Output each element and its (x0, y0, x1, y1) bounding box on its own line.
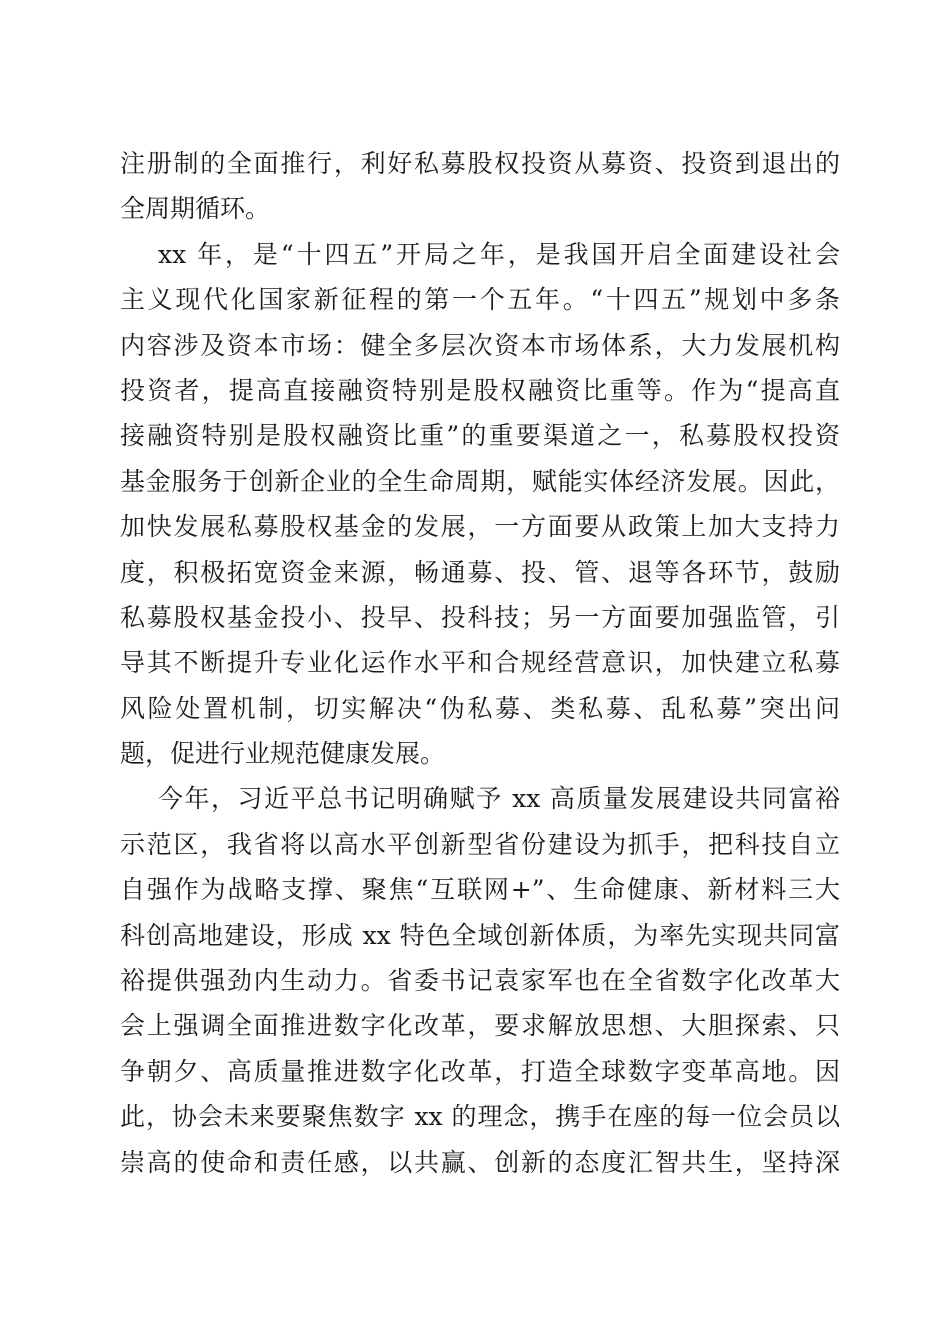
text-line: 争朝夕、高质量推进数字化改革，打造全球数字变革高地。因 (120, 1056, 840, 1086)
text-line: 投资者，提高直接融资特别是股权融资比重等。作为“提高直 (120, 375, 840, 405)
text-line: 风险处置机制，切实解决“伪私募、类私募、乱私募”突出问 (120, 693, 840, 723)
text-line: 私募股权基金投小、投早、投科技；另一方面要加强监管，引 (120, 602, 840, 632)
text-line: 加快发展私募股权基金的发展，一方面要从政策上加大支持力 (120, 512, 840, 542)
text-line: 题，促进行业规范健康发展。 (120, 739, 446, 769)
text-line: 度，积极拓宽资金来源，畅通募、投、管、退等各环节，鼓励 (120, 557, 840, 587)
text-line: 裕提供强劲内生动力。省委书记袁家军也在全省数字化改革大 (120, 966, 840, 996)
text-line: 今年，习近平总书记明确赋予 xx 高质量发展建设共同富裕 (158, 784, 840, 814)
text-line: 自强作为战略支撑、聚焦“互联网+”、生命健康、新材料三大 (120, 875, 840, 905)
text-line: 基金服务于创新企业的全生命周期，赋能实体经济发展。因此， (120, 466, 840, 496)
text-line: 科创高地建设，形成 xx 特色全域创新体质，为率先实现共同富 (120, 920, 840, 950)
text-line: 注册制的全面推行，利好私募股权投资从募资、投资到退出的 (120, 149, 840, 178)
paragraph-1 (120, 141, 840, 232)
text-line: 崇高的使命和责任感，以共赢、创新的态度汇智共生，坚持深 (120, 1147, 840, 1177)
paragraph-3 (120, 776, 840, 1185)
paragraph-2 (120, 232, 840, 777)
text-line: 主义现代化国家新征程的第一个五年。“十四五”规划中多条 (120, 285, 840, 315)
text-line: 全周期循环。 (120, 194, 271, 224)
document-body (120, 141, 840, 1185)
text-line: 内容涉及资本市场：健全多层次资本市场体系，大力发展机构 (120, 330, 840, 360)
text-line: xx 年，是“十四五”开局之年，是我国开启全面建设社会 (158, 239, 840, 269)
text-line: 接融资特别是股权融资比重”的重要渠道之一，私募股权投资 (120, 421, 840, 451)
text-line: 此，协会未来要聚焦数字 xx 的理念，携手在座的每一位会员以 (120, 1102, 840, 1132)
text-line: 会上强调全面推进数字化改革，要求解放思想、大胆探索、只 (120, 1011, 840, 1041)
text-line: 导其不断提升专业化运作水平和合规经营意识，加快建立私募 (120, 648, 840, 678)
text-line: 示范区，我省将以高水平创新型省份建设为抓手，把科技自立 (120, 829, 840, 859)
